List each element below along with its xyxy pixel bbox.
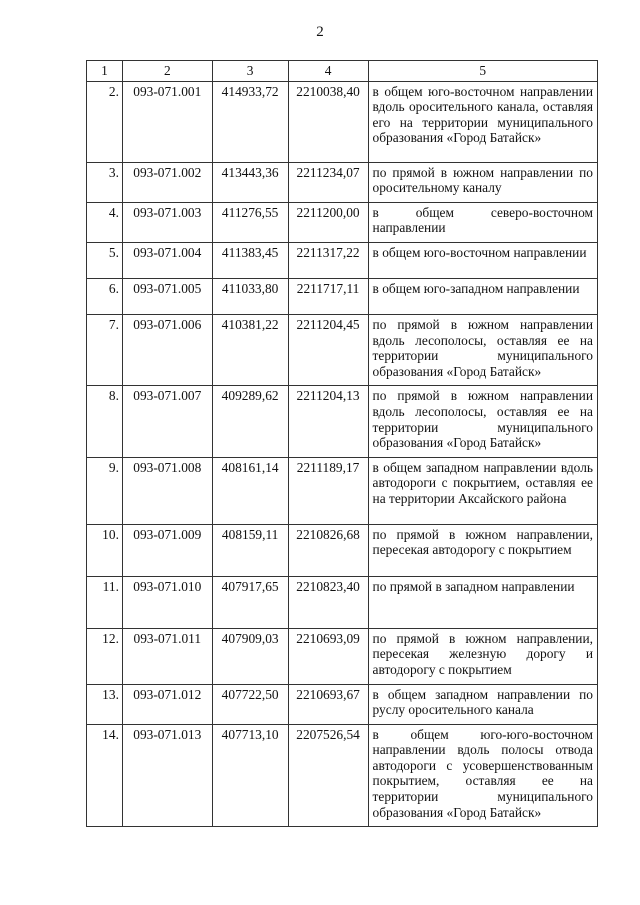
point-code: 093-071.006 <box>122 314 212 385</box>
table-row <box>87 684 598 724</box>
coordinate-x: 408159,11 <box>212 524 288 576</box>
point-code: 093-071.005 <box>122 278 212 314</box>
row-number: 3. <box>87 162 123 202</box>
header-col-2: 2 <box>122 61 212 82</box>
coordinate-x: 407722,50 <box>212 684 288 724</box>
point-code: 093-071.007 <box>122 386 212 457</box>
boundary-description: по прямой в южном направлении, пересекая железную дорогу и автодорогу с покрытием <box>368 628 597 684</box>
boundary-description: в общем юго-юго-восточном направлении вдоль полосы отвода автодороги с усовершенствованным покрытием, оставляя ее на территории муниципального образования «Город Батайск» <box>368 724 597 827</box>
point-code: 093-071.010 <box>122 576 212 628</box>
point-code: 093-071.008 <box>122 457 212 524</box>
table-row <box>87 162 598 202</box>
coordinate-x: 407917,65 <box>212 576 288 628</box>
coordinate-y: 2211189,17 <box>288 457 368 524</box>
coordinate-y: 2207526,54 <box>288 724 368 827</box>
coordinate-y: 2210826,68 <box>288 524 368 576</box>
boundary-description: в общем юго-восточном направлении <box>368 242 597 278</box>
coordinate-x: 413443,36 <box>212 162 288 202</box>
boundary-description: в общем юго-западном направлении <box>368 278 597 314</box>
boundary-description: по прямой в южном направлении вдоль лесополосы, оставляя ее на территории муниципального образования «Город Батайск» <box>368 386 597 457</box>
header-col-5: 5 <box>368 61 597 82</box>
table-row <box>87 386 598 457</box>
point-code: 093-071.009 <box>122 524 212 576</box>
table-row <box>87 576 598 628</box>
page-number: 2 <box>316 24 324 40</box>
row-number: 13. <box>87 684 123 724</box>
table-row <box>87 81 598 162</box>
row-number: 9. <box>87 457 123 524</box>
coordinate-y: 2210038,40 <box>288 81 368 162</box>
coordinate-y: 2211204,45 <box>288 314 368 385</box>
boundary-description: в общем западном направлении по руслу оросительного канала <box>368 684 597 724</box>
boundary-description: в общем юго-восточном направлении вдоль оросительного канала, оставляя его на территории муниципального образования «Город Батайск» <box>368 81 597 162</box>
row-number: 2. <box>87 81 123 162</box>
coordinate-x: 411383,45 <box>212 242 288 278</box>
coordinate-x: 407909,03 <box>212 628 288 684</box>
point-code: 093-071.011 <box>122 628 212 684</box>
header-col-4: 4 <box>288 61 368 82</box>
row-number: 8. <box>87 386 123 457</box>
coordinate-x: 407713,10 <box>212 724 288 827</box>
point-code: 093-071.004 <box>122 242 212 278</box>
coordinate-x: 411276,55 <box>212 202 288 242</box>
point-code: 093-071.002 <box>122 162 212 202</box>
row-number: 5. <box>87 242 123 278</box>
coordinate-y: 2211200,00 <box>288 202 368 242</box>
table-row <box>87 278 598 314</box>
coordinate-y: 2210823,40 <box>288 576 368 628</box>
boundary-description: в общем северо-восточном направлении <box>368 202 597 242</box>
table-row <box>87 202 598 242</box>
table-row <box>87 524 598 576</box>
coordinate-y: 2211317,22 <box>288 242 368 278</box>
table-row <box>87 724 598 827</box>
point-code: 093-071.012 <box>122 684 212 724</box>
coordinate-y: 2210693,67 <box>288 684 368 724</box>
coordinate-x: 409289,62 <box>212 386 288 457</box>
coordinate-y: 2210693,09 <box>288 628 368 684</box>
coordinate-y: 2211204,13 <box>288 386 368 457</box>
row-number: 14. <box>87 724 123 827</box>
coordinate-x: 410381,22 <box>212 314 288 385</box>
boundary-description: по прямой в западном направлении <box>368 576 597 628</box>
row-number: 12. <box>87 628 123 684</box>
boundary-points-table <box>86 60 598 827</box>
boundary-description: в общем западном направлении вдоль автодороги с покрытием, оставляя ее на территории Аксайского района <box>368 457 597 524</box>
coordinate-x: 408161,14 <box>212 457 288 524</box>
point-code: 093-071.001 <box>122 81 212 162</box>
point-code: 093-071.013 <box>122 724 212 827</box>
table-row <box>87 314 598 385</box>
boundary-description: по прямой в южном направлении по оросительному каналу <box>368 162 597 202</box>
header-col-1: 1 <box>87 61 123 82</box>
coordinate-y: 2211234,07 <box>288 162 368 202</box>
row-number: 10. <box>87 524 123 576</box>
table-row <box>87 242 598 278</box>
row-number: 7. <box>87 314 123 385</box>
coordinate-y: 2211717,11 <box>288 278 368 314</box>
table-row <box>87 457 598 524</box>
boundary-description: по прямой в южном направлении, пересекая автодорогу с покрытием <box>368 524 597 576</box>
boundary-description: по прямой в южном направлении вдоль лесополосы, оставляя ее на территории муниципального образования «Город Батайск» <box>368 314 597 385</box>
row-number: 6. <box>87 278 123 314</box>
coordinate-x: 411033,80 <box>212 278 288 314</box>
header-col-3: 3 <box>212 61 288 82</box>
row-number: 11. <box>87 576 123 628</box>
coordinate-x: 414933,72 <box>212 81 288 162</box>
table-row <box>87 628 598 684</box>
row-number: 4. <box>87 202 123 242</box>
table-header-row <box>87 61 598 82</box>
point-code: 093-071.003 <box>122 202 212 242</box>
